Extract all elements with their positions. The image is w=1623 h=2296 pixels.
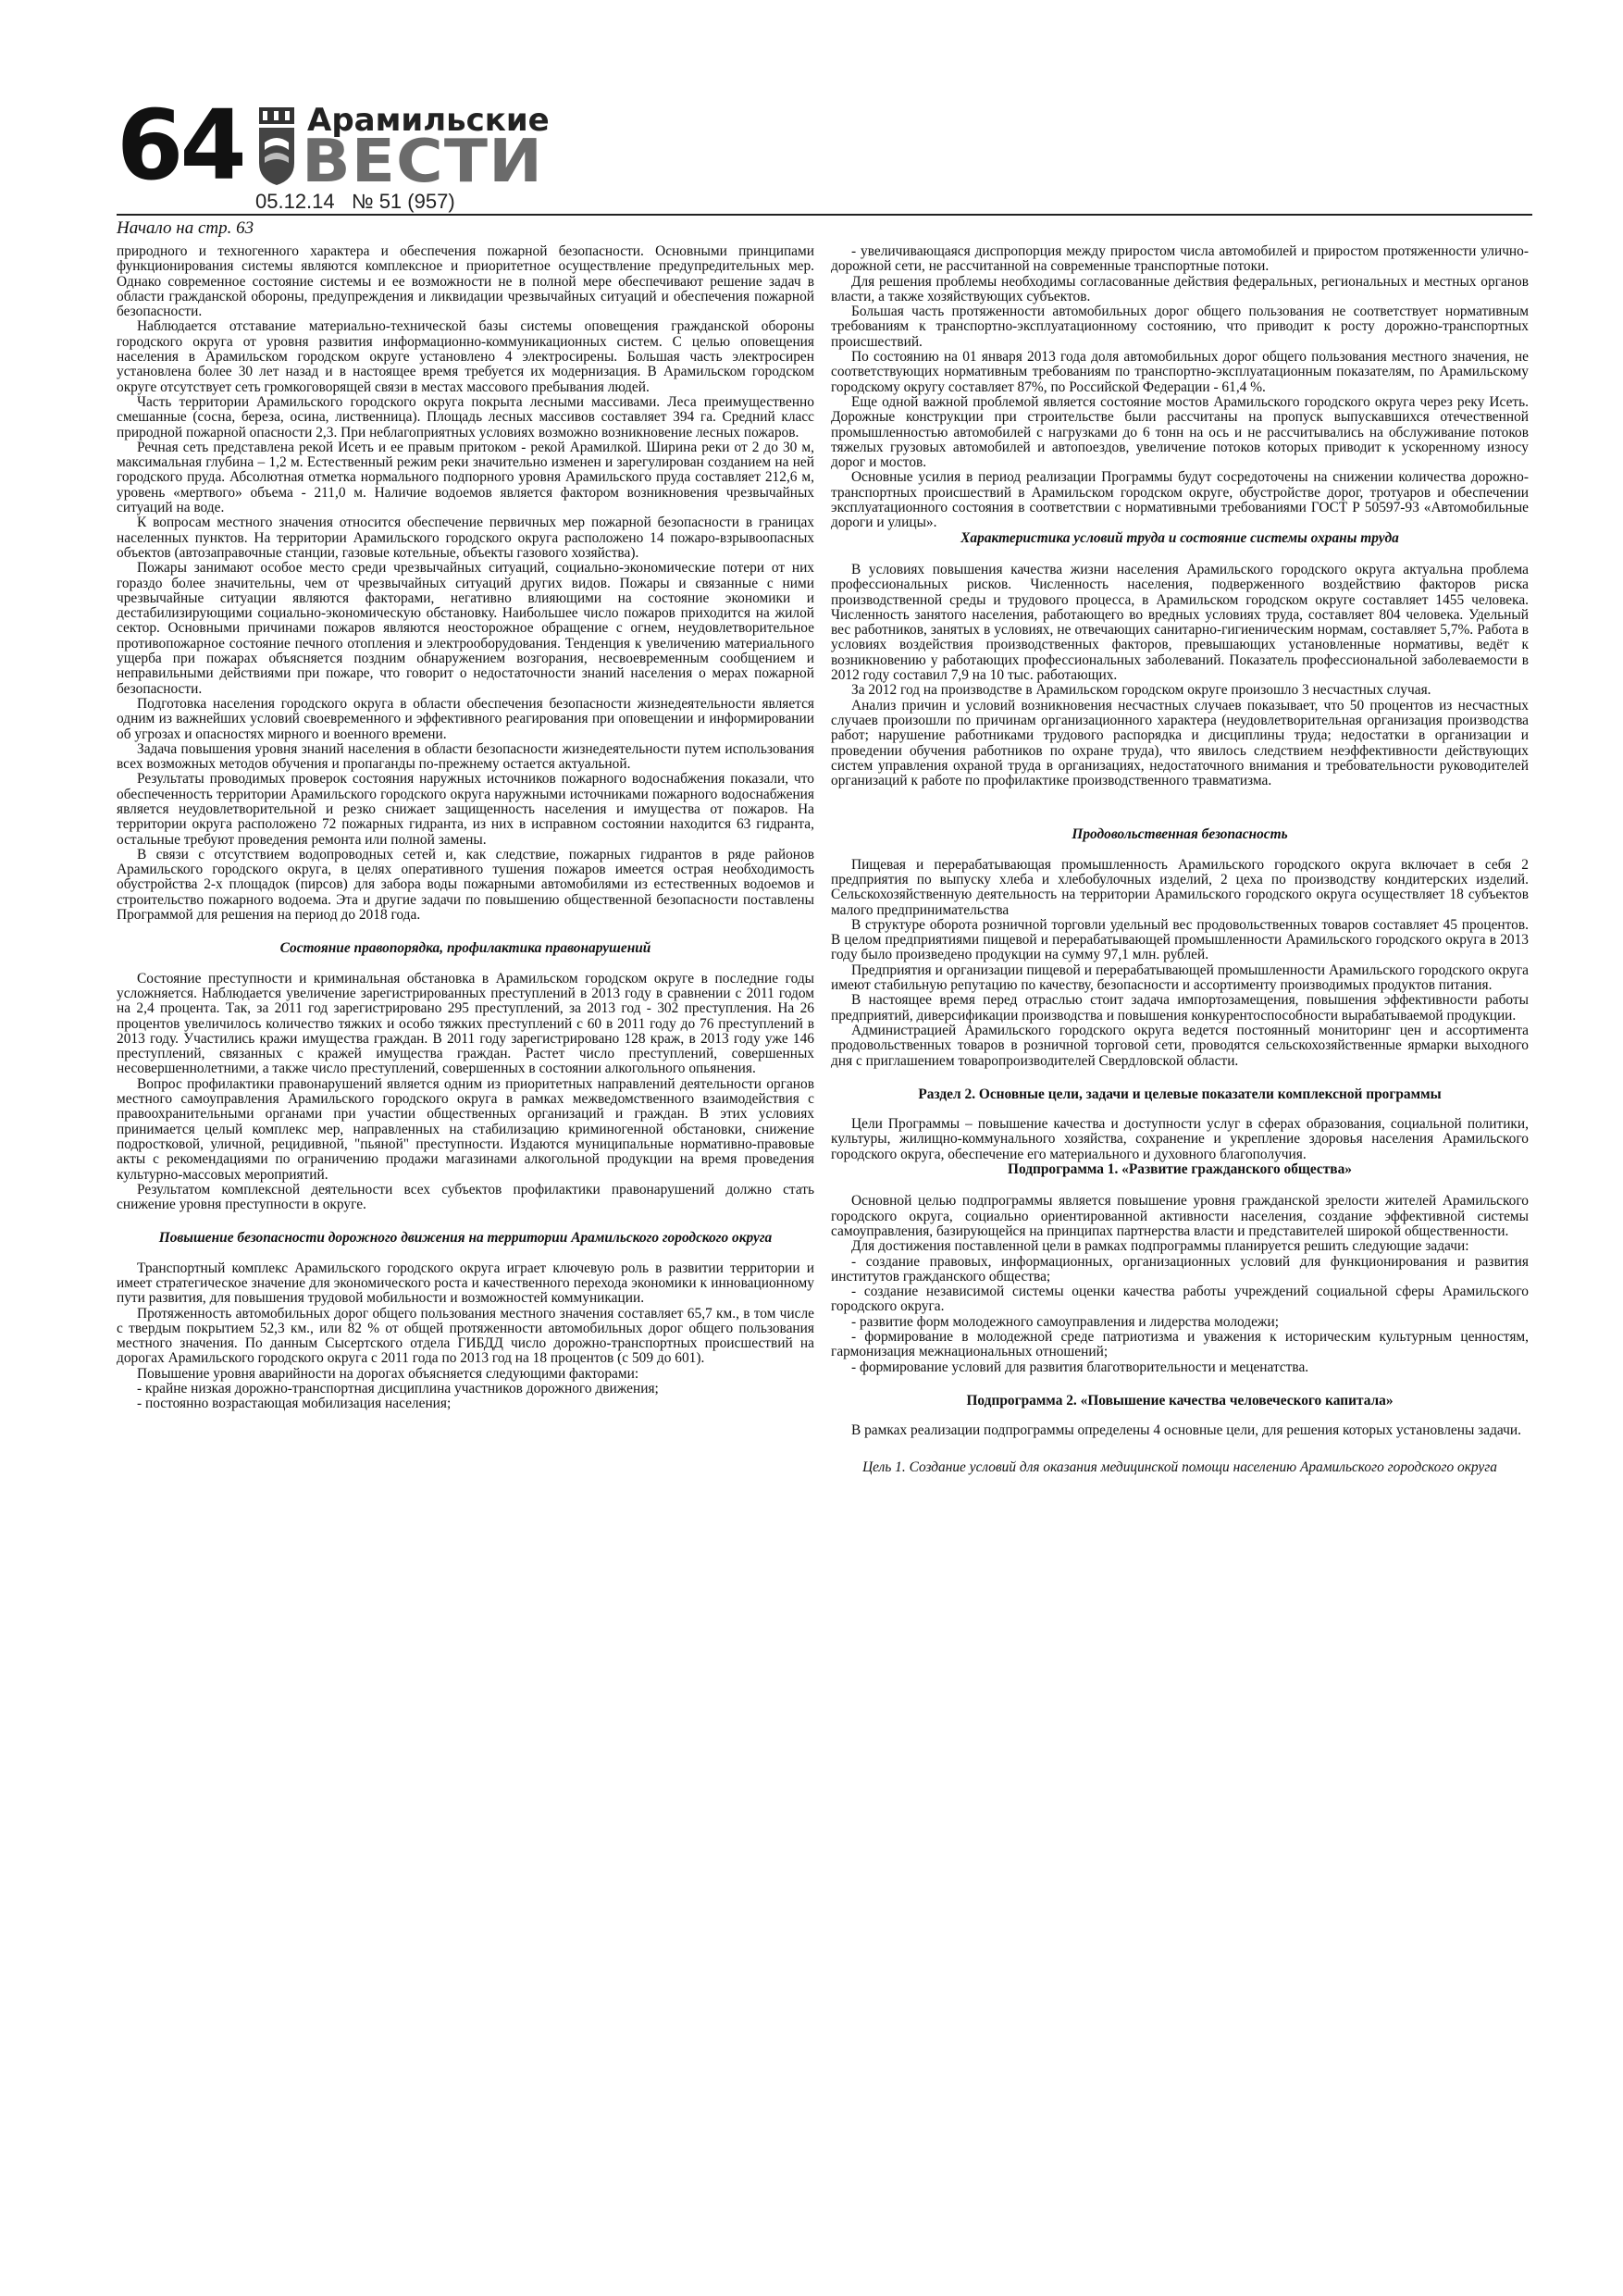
- paragraph: За 2012 год на производстве в Арамильском городском округе произошло 3 несчастных случая.: [851, 682, 1431, 699]
- paragraph: Вопрос профилактики правонарушений является одним из приоритетных направлений деятельности органов местного самоуправления Арамильского городского округа в рамках межведомственного взаимодействия с правоохранительными органами при участии общественных организаций и граждан. В этих условиях принимается целый комплекс мер, направленных на стабилизацию криминогенной обстановки, снижение подростковой, уличной, рецидивной, "пьяной" преступности. Издаются муниципальные нормативно-правовые акты с рекомендациями по ограничению продажи магазинами алкогольной продукции на время проведения культурно-массовых мероприятий.: [117, 1075, 814, 1183]
- continued-from-note: Начало на стр. 63: [117, 218, 254, 238]
- masthead: [117, 89, 1532, 213]
- paragraph: Основные усилия в период реализации Программы будут сосредоточены на снижении количества дорожно-транспортных происшествий в Арамильском городском округе, обустройстве дорог, тротуаров и обеспечении эксплуатационного состояния в соответствии с нормативными требованиями ГОСТ Р 50597-93 «Автомобильные дороги и улицы».: [831, 469, 1529, 531]
- list-item: - развитие форм молодежного самоуправления и лидерства молодежи;: [851, 1313, 1280, 1330]
- newspaper-name-main: ВЕСТИ: [302, 128, 544, 196]
- list-item: - увеличивающаяся диспропорция между приростом числа автомобилей и приростом протяженности улично-дорожной сети, не рассчитанной на современные транспортные потоки.: [831, 243, 1529, 275]
- paragraph: Для решения проблемы необходимы согласованные действия федеральных, региональных и местных органов власти, а также хозяйствующих субъектов.: [831, 273, 1529, 304]
- issue-info: [255, 191, 455, 213]
- paragraph: В условиях повышения качества жизни населения Арамильского городского округа актуальна проблема профессиональных рисков. Численность населения, подверженного воздействию факторов риска производственной среды и трудового процесса, в Арамильском городском округе составляет 1455 человека. Численность занятого населения, работающего во вредных условиях труда, составляет 804 человека. Удельный вес работников, занятых в условиях, не отвечающих санитарно-гигиеническим нормам, составляет 5,7%. Работа в условиях воздействия производственных факторов, превышающих установленные нормативы, ведёт к возникновению у работающих профессиональных заболеваний. Показатель профессиональной заболеваемости в 2012 году составил 7,9 на 10 тыс. работающих.: [831, 561, 1529, 684]
- paragraph: Пищевая и перерабатывающая промышленность Арамильского городского округа включает в себя 2 предприятия по выпуску хлеба и хлебобулочных изделий, 2 цеха по производству кондитерских изделий. Сельскохозяйственную деятельность на территории Арамильского городского округа осуществляет 18 субъектов малого предпринимательства: [831, 856, 1529, 918]
- paragraph: Часть территории Арамильского городского округа покрыта лесными массивами. Леса преимущественно смешанные (сосна, береза, осина, лиственница). Площадь лесных массивов составляет 394 га. Средний класс природной пожарной опасности 2,3. При неблагоприятных условиях возможно возникновение лесных пожаров.: [117, 393, 814, 441]
- paragraph: Повышение уровня аварийности на дорогах объясняется следующими факторами:: [137, 1365, 639, 1382]
- paragraph: Результаты проводимых проверок состояния наружных источников пожарного водоснабжения показали, что обеспеченность территории Арамильского городского округа наружными источниками пожарного водоснабжения является неудовлетворительной и резко снижает защищенность населения и имущества от пожаров. На территории округа расположено 72 пожарных гидранта, из них в исправном состоянии находится 63 гидранта, остальные требуют проведения ремонта или полной замены.: [117, 771, 814, 848]
- header-divider: [117, 214, 1532, 216]
- paragraph: В связи с отсутствием водопроводных сетей и, как следствие, пожарных гидрантов в ряде районов Арамильского городского округа, в целях оперативного тушения пожаров имеется острая необходимость обустройства 2-х площадок (пирсов) для забора воды пожарными автомобилями из естественных водоемов и строительство пожарного водоема. Эта и другие задачи по повышению общественной безопасности поставлены Программой для решения на период до 2018 года.: [117, 846, 814, 924]
- issue-date: 05.12.14: [255, 190, 335, 213]
- right-column: [831, 244, 1529, 1476]
- list-item: - крайне низкая дорожно-транспортная дисциплина участников дорожного движения;: [137, 1381, 659, 1397]
- subprogram-1-heading: Подпрограмма 1. «Развитие гражданского общества»: [1007, 1161, 1353, 1178]
- paragraph: Подготовка населения городского округа в области обеспечения безопасности жизнедеятельности является одним из важнейших условий своевременного и эффективного реагирования при оповещении и информировании об угрозах и опасностях мирного и военного времени.: [117, 695, 814, 742]
- list-item: - формирование в молодежной среде патриотизма и уважения к историческим культурным ценностям, гармонизация межнациональных отношений;: [831, 1329, 1529, 1360]
- paragraph: Анализ причин и условий возникновения несчастных случаев показывает, что 50 процентов из несчастных случаев произошли по причинам организационного характера (неудовлетворительная организация производства работ; нарушение работниками трудового распорядка и дисциплины труда; недостатки в организации и проведении обучения работников по охране труда), что явилось следствием неэффективности действующих систем управления охраной труда в организациях, недостаточного внимания и требовательности руководителей организаций к работе по профилактике производственного травматизма.: [831, 697, 1529, 789]
- section-heading-section-2: Раздел 2. Основные цели, задачи и целевые показатели комплексной программы: [918, 1086, 1442, 1102]
- newspaper-name-top: Арамильские: [307, 102, 550, 139]
- paragraph: Результатом комплексной деятельности всех субъектов профилактики правонарушений должно стать снижение уровня преступности в округе.: [117, 1181, 814, 1213]
- section-heading-road-safety: Повышение безопасности дорожного движения на территории Арамильского городского округа: [158, 1230, 773, 1247]
- paragraph: По состоянию на 01 января 2013 года доля автомобильных дорог общего пользования местного значения, не соответствующих нормативным требованиям по транспортно-эксплуатационным показателям, по Арамильскому городскому округу составляет 87%, по Российской Федерации - 61,4 %.: [831, 349, 1529, 395]
- goal-1-caption: Цель 1. Создание условий для оказания медицинской помощи населению Арамильского городского округа: [862, 1459, 1497, 1476]
- paragraph: Протяженность автомобильных дорог общего пользования местного значения составляет 65,7 км., в том числе с твердым покрытием 52,3 км., или 82 % от общей протяженности автомобильных дорог общего пользования местного значения. По данным Сысертского отдела ГИБДД число дорожно-транспортных происшествий на дорогах Арамильского городского округа с 2011 года по 2013 год на 18 процентов (с 509 до 601).: [117, 1305, 814, 1367]
- issue-number: № 51 (957): [351, 190, 455, 213]
- paragraph: Основной целью подпрограммы является повышение уровня гражданской зрелости жителей Арамильского городского округа, социально ориентированной активности населения, создание эффективной системы самоуправления, базирующейся на принципах партнерства власти и представителей широкой общественности.: [831, 1193, 1529, 1239]
- section-heading-food-security: Продовольственная безопасность: [1072, 826, 1288, 843]
- list-item: - формирование условий для развития благотворительности и меценатства.: [851, 1359, 1309, 1375]
- paragraph: Пожары занимают особое место среди чрезвычайных ситуаций, социально-экономические потери от них гораздо более значительны, чем от чрезвычайных ситуаций других видов. Пожары и связанные с ними чрезвычайные ситуации являются факторами, негативно влияющими на состояние экономики и дестабилизирующими социально-экономическую обстановку. Наибольшее число пожаров приходится на жилой сектор. Основными причинами пожаров являются неосторожное обращение с огнем, неудовлетворительное противопожарное состояние печного отопления и электрооборудования. Тенденция к увеличению материального ущерба при пожарах объясняется поздним обнаружением возгорания, несвоевременным сообщением и неправильными действиями при пожаре, что говорит о недостаточности знаний населения о мерах пожарной безопасности.: [117, 560, 814, 697]
- list-item: - постоянно возрастающая мобилизация населения;: [137, 1396, 452, 1412]
- paragraph: В структуре оборота розничной торговли удельный вес продовольственных товаров составляет 45 процентов. В целом предприятиями пищевой и перерабатывающей промышленности Арамильского городского округа в 2013 году было произведено продукции на сумму 97,1 млн. рублей.: [831, 916, 1529, 963]
- subprogram-2-heading: Подпрограмма 2. «Повышение качества человеческого капитала»: [966, 1392, 1394, 1409]
- paragraph: Еще одной важной проблемой является состояние мостов Арамильского городского округа через реку Исеть. Дорожные конструкции при строительстве были рассчитаны на пропуск выпускавшихся отечественной промышленностью автомобилей с нагрузками до 6 тонн на ось и не рассчитывались на обслуживание потоков тяжелых грузовых автомобилей и автопоездов, увеличение потоков которых приводит к ускоренному износу дорог и мостов.: [831, 393, 1529, 471]
- paragraph: Администрацией Арамильского городского округа ведется постоянный мониторинг цен и ассортимента продовольственных товаров в розничной торговой сети, проводятся сельскохозяйственные ярмарки выходного дня с приглашением товаропроизводителей Свердловской области.: [831, 1022, 1529, 1069]
- paragraph: Наблюдается отставание материально-технической базы системы оповещения гражданской обороны городского округа от уровня развития информационно-коммуникационных систем. С целью оповещения населения в Арамильском городском округе установлено 4 электросирены. Большая часть электросирен установлена более 30 лет назад и в настоящее время требуется их модернизация. В Арамильском городском округе отсутствует сеть громкоговорящей связи в местах массового пребывания людей.: [117, 318, 814, 395]
- section-heading-labor-safety: Характеристика условий труда и состояние системы охраны труда: [960, 529, 1399, 546]
- coat-of-arms-icon: [257, 105, 296, 187]
- spacer: [831, 1177, 1529, 1194]
- left-column: [117, 244, 814, 1412]
- list-item: - создание независимой системы оценки качества работы учреждений социальной сферы Арамильского городского округа.: [831, 1284, 1529, 1315]
- paragraph: природного и техногенного характера и обеспечения пожарной безопасности. Основными принципами функционирования системы являются комплексное и приоритетное осуществление предупредительных мер. Однако современное состояние системы и ее возможности не в полной мере обеспечивают решение задач в области гражданской обороны, предупреждения и ликвидации чрезвычайных ситуаций и обеспечения пожарной безопасности.: [117, 243, 814, 320]
- spacer: [831, 546, 1529, 563]
- paragraph: Задача повышения уровня знаний населения в области безопасности жизнедеятельности путем использования всех возможных методов обучения и пропаганды по-прежнему остается актуальной.: [117, 740, 814, 773]
- paragraph: В рамках реализации подпрограммы определены 4 основные цели, для решения которых установлены задачи.: [851, 1422, 1521, 1439]
- paragraph: К вопросам местного значения относится обеспечение первичных мер пожарной безопасности в границах населенных пунктов. На территории Арамильского городского округа расположено 14 пожаро-взрывоопасных объектов (автозаправочные станции, газовые котельные, объекты газового хозяйства).: [117, 515, 814, 561]
- paragraph: Цели Программы – повышение качества и доступности услуг в сферах образования, социальной политики, культуры, жилищно-коммунального хозяйства, сохранение и укрепление здоровья населения Арамильского городского округа, обеспечение его материального и духовного благополучия.: [831, 1116, 1529, 1162]
- list-item: - создание правовых, информационных, организационных условий для функционирования и развития институтов гражданского общества;: [831, 1253, 1529, 1285]
- paragraph: Состояние преступности и криминальная обстановка в Арамильском городском округе в последние годы усложняется. Наблюдается увеличение зарегистрированных преступлений в 2013 году в сравнении с 2011 годом на 2,4 процента. Так, за 2011 год зарегистрировано 295 преступлений, за 2013 год - 302 преступления. На 26 процентов увеличилось количество тяжких и особо тяжких преступлений с 60 в 2011 году до 76 преступлений в 2013 году. Участились кражи имущества граждан. В 2011 году зарегистрировано 128 краж, в 2013 году уже 146 преступлений, связанных с кражей имущества граждан. Растет число преступлений, совершенных несовершеннолетними, а также число преступлений, совершенных в состоянии алкогольного опьянения.: [117, 970, 814, 1077]
- paragraph: Большая часть протяженности автомобильных дорог общего пользования не соответствует нормативным требованиям к транспортно-эксплуатационному состоянию, что приводит к росту дорожно-транспортных происшествий.: [831, 304, 1529, 350]
- section-heading-law-order: Состояние правопорядка, профилактика правонарушений: [279, 940, 651, 957]
- page-number: 64: [117, 89, 243, 202]
- paragraph: Речная сеть представлена рекой Исеть и ее правым притоком - рекой Арамилкой. Ширина реки от 2 до 30 м, максимальная глубина – 1,2 м. Естественный режим реки значительно изменен и зарегулирован созданием на ней городского пруда. Абсолютная отметка нормального подпорного уровня Арамильского пруда составляет 212,6 м, уровень «мертвого» объема - 211,0 м. Наличие водоемов является фактором возникновения чрезвычайных ситуаций на воде.: [117, 439, 814, 516]
- paragraph: В настоящее время перед отраслью стоит задача импортозамещения, повышения эффективности работы предприятий, диверсификации производства и повышения конкурентоспособности вырабатываемой продукции.: [831, 992, 1529, 1024]
- paragraph: Предприятия и организации пищевой и перерабатывающей промышленности Арамильского городского округа имеют стабильную репутацию по качеству, безопасности и ассортименту производимых продуктов питания.: [831, 962, 1529, 994]
- paragraph: Транспортный комплекс Арамильского городского округа играет ключевую роль в развитии территории и имеет стратегическое значение для экономического роста и качественного перехода экономики к инновационному пути развития, для повышения трудовой мобильности и возможностей коммуникации.: [117, 1260, 814, 1307]
- paragraph: Для достижения поставленной цели в рамках подпрограммы планируется решить следующие задачи:: [851, 1238, 1469, 1255]
